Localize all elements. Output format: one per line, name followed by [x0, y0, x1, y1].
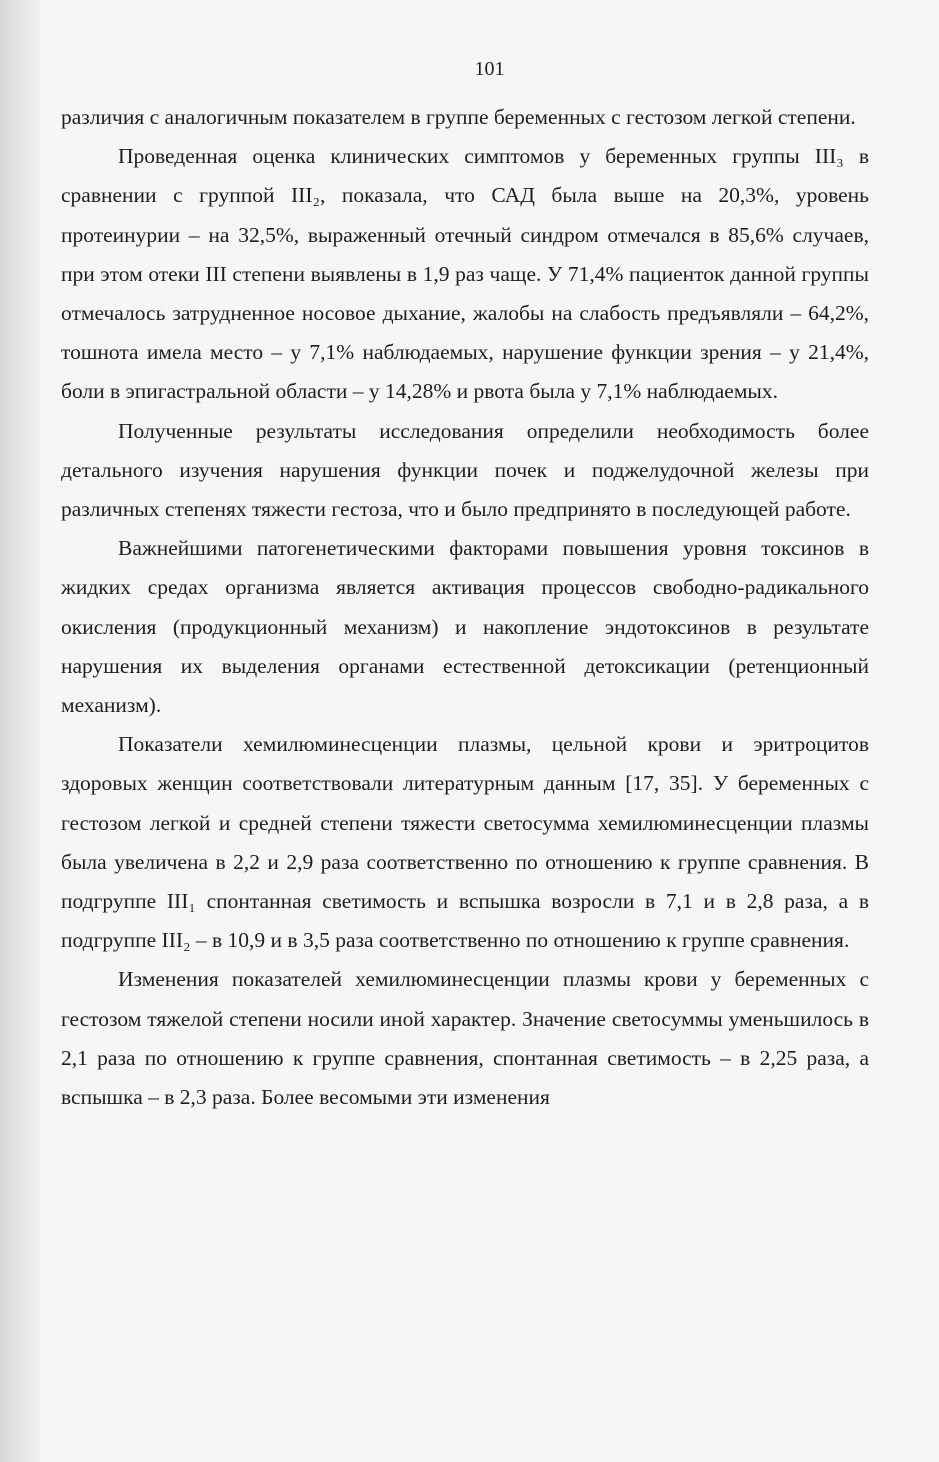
paragraph-3: Полученные результаты исследования определили необходимость более детального изучения нарушения функции почек и поджелудочной железы при различных степенях тяжести гестоза, что и было предпринято в последующей работе.	[61, 418, 869, 522]
page-number: 101	[474, 58, 505, 80]
paragraph-5: Показатели хемилюминесценции плазмы, цельной крови и эритроцитов здоровых женщин соответствовали литературным данным [17, 35]. У беременных с гестозом легкой и средней степени тяжести светосумма хемилюминесценции плазмы была увеличена в 2,2 и 2,9 раза соответственно по отношению к группе сравнения. В подгруппе III₁ спонтанная светимость и вспышка возросли в 7,1 и в 2,8 раза, а в подгруппе III₂ – в 10,9 и в 3,5 раза соответственно по отношению к группе сравнения.	[61, 732, 869, 953]
body-text	[61, 98, 869, 1117]
document-page	[40, 0, 939, 1462]
paragraph-2: Проведенная оценка клинических симптомов у беременных группы III₃ в сравнении с группой III₂, показала, что САД была выше на 20,3%, уровень протеинурии – на 32,5%, выраженный отечный синдром отмечался в 85,6% случаев, при этом отеки III степени выявлены в 1,9 раз чаще. У 71,4% пациенток данной группы отмечалось затрудненное носовое дыхание, жалобы на слабость предъявляли – 64,2%, тошнота имела место – у 7,1% наблюдаемых, нарушение функции зрения – у 21,4%, боли в эпигастральной области – у 14,28% и рвота была у 7,1% наблюдаемых.	[61, 144, 869, 404]
scan-left-edge	[0, 0, 38, 1462]
paragraph-6: Изменения показателей хемилюминесценции плазмы крови у беременных с гестозом тяжелой степени носили иной характер. Значение светосуммы уменьшилось в 2,1 раза по отношению к группе сравнения, спонтанная светимость – в 2,25 раза, а вспышка – в 2,3 раза. Более весомыми эти изменения	[61, 967, 869, 1110]
paragraph-4: Важнейшими патогенетическими факторами повышения уровня токсинов в жидких средах организма является активация процессов свободно-радикального окисления (продукционный механизм) и накопление эндотоксинов в результате нарушения их выделения органами естественной детоксикации (ретенционный механизм).	[61, 536, 869, 718]
paragraph-1: различия с аналогичным показателем в группе беременных с гестозом легкой степени.	[61, 105, 856, 129]
